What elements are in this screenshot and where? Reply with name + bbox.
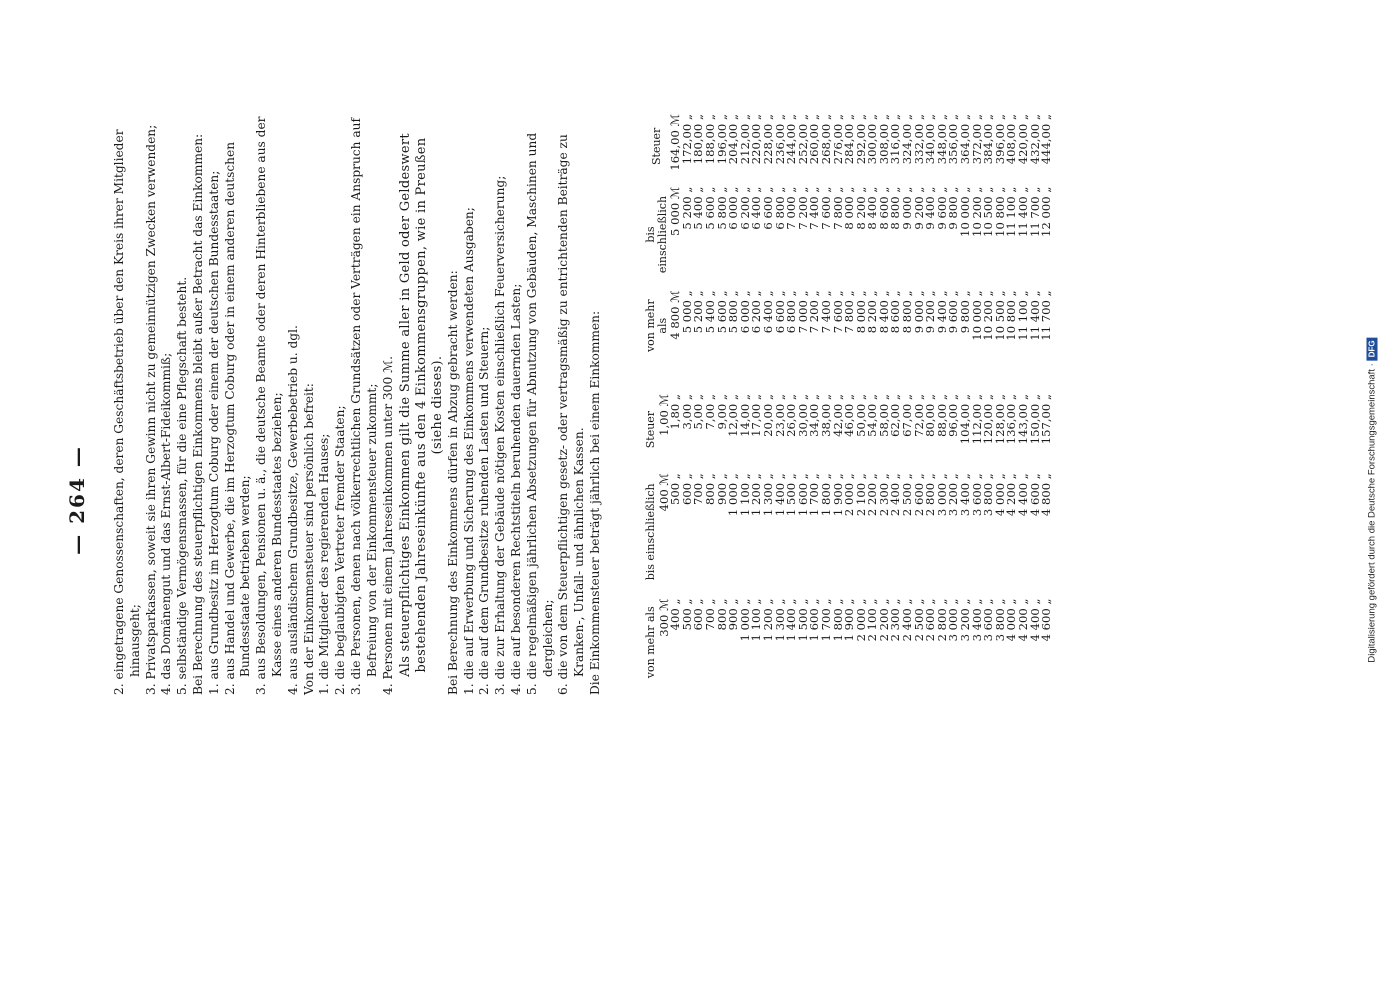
cell-from: 9 000 „ <box>911 290 926 334</box>
cell-to: 7 000 „ <box>784 186 799 230</box>
cell-to: 2 600 „ <box>911 473 926 517</box>
cell-tax: 23,00 „ <box>772 394 787 437</box>
paragraph: 3. Privatsparkassen, soweit sie ihren Gewinn nicht zu gemeinnützigen Zwecken verwenden; <box>143 124 158 695</box>
cell-tax: 420,00 „ <box>1016 114 1030 165</box>
tax-table-right <box>645 110 1053 365</box>
tax-tables <box>645 110 1053 690</box>
cell-tax: 284,00 „ <box>842 114 857 165</box>
cell-from: 2 000 „ <box>853 598 868 642</box>
paragraph: 5. die regelmäßigen jährlichen Absetzungen für Abnutzung von Gebäuden, Maschinen und dergleichen; <box>524 132 555 695</box>
cell-to: 2 100 „ <box>853 473 868 517</box>
cell-to: 2 400 „ <box>888 473 903 517</box>
cell-from: 9 200 „ <box>923 290 938 334</box>
cell-to: 11 700 „ <box>1027 186 1042 237</box>
cell-from: 2 100 „ <box>865 598 880 642</box>
cell-from: 5 000 „ <box>679 290 694 334</box>
cell-tax: 212,00 „ <box>737 114 752 165</box>
cell-from: 2 300 „ <box>888 598 903 642</box>
cell-from: 400 „ <box>668 598 683 631</box>
cell-to: 9 800 „ <box>946 186 961 230</box>
cell-from: 2 800 „ <box>934 598 949 642</box>
cell-from: 6 600 „ <box>772 290 787 334</box>
cell-tax: 252,00 „ <box>795 114 810 165</box>
cell-to: 6 200 „ <box>737 186 752 230</box>
cell-to: 1 200 „ <box>749 473 764 517</box>
cell-tax: 332,00 „ <box>911 114 926 165</box>
cell-from: 5 200 „ <box>691 290 706 334</box>
cell-tax: 340,00 „ <box>923 114 938 165</box>
cell-to: 10 800 „ <box>992 186 1007 237</box>
cell-from: 11 400 „ <box>1027 290 1042 341</box>
cell-tax: 408,00 „ <box>1004 114 1019 165</box>
cell-from: 9 600 „ <box>946 290 961 334</box>
cell-to: 8 600 „ <box>876 186 891 230</box>
cell-from: 3 600 „ <box>981 598 996 642</box>
cell-from: 1 700 „ <box>818 598 833 642</box>
cell-to: 2 300 „ <box>876 473 891 517</box>
cell-from: 5 800 „ <box>726 290 741 334</box>
cell-to: 6 000 „ <box>726 186 741 230</box>
cell-to: 10 500 „ <box>981 186 996 237</box>
cell-tax: 268,00 „ <box>818 114 833 165</box>
cell-to: 3 600 „ <box>969 473 984 517</box>
cell-tax: 324,00 „ <box>900 114 915 165</box>
cell-tax: 204,00 „ <box>726 114 741 165</box>
tax-table-left <box>645 390 1053 690</box>
cell-from: 9 400 „ <box>934 290 949 334</box>
cell-from: 900 „ <box>726 598 741 631</box>
cell-to: 11 100 „ <box>1004 186 1019 237</box>
cell-to: 2 500 „ <box>900 473 915 517</box>
cell-tax: 26,00 „ <box>784 394 799 437</box>
paragraph: 6. die von dem Steuerpflichtigen gesetz- oder vertragsmäßig zu entrichtenden Beiträge zu Kranken-, Unfall- und ähnlichen Kassen. <box>556 134 587 695</box>
cell-tax: 300,00 „ <box>865 114 880 165</box>
table-row <box>705 390 717 690</box>
cell-from: 6 000 „ <box>737 290 752 334</box>
paragraph: 1. die Mitglieder des regierenden Hauses; <box>317 433 332 695</box>
col-header-tax: Steuer <box>649 127 663 165</box>
cell-tax: 356,00 „ <box>946 114 961 165</box>
cell-to: 7 600 „ <box>818 186 833 230</box>
cell-to: 9 000 „ <box>900 186 915 230</box>
cell-from: 1 800 „ <box>830 598 845 642</box>
cell-to: 1 100 „ <box>737 473 752 517</box>
cell-tax: 112,00 „ <box>969 394 984 445</box>
cell-to: 1 600 „ <box>795 473 810 517</box>
cell-tax: 88,00 „ <box>934 394 949 437</box>
cell-to: 700 „ <box>691 473 706 506</box>
cell-tax: 96,00 „ <box>946 394 961 437</box>
table-row <box>659 390 671 690</box>
cell-from: 10 200 „ <box>981 290 996 341</box>
paragraph: 2. eingetragene Genossenschaften, deren Geschäftsbetrieb über den Kreis ihrer Mitglieder hinausgeht; <box>112 129 142 695</box>
cell-tax: 104,00 „ <box>958 394 973 445</box>
cell-from: 500 „ <box>679 598 694 631</box>
table-row <box>1041 390 1053 690</box>
cell-to: 1 500 „ <box>784 473 799 517</box>
cell-tax: 260,00 „ <box>807 114 822 165</box>
cell-tax: 276,00 „ <box>830 114 845 165</box>
cell-tax: 196,00 „ <box>714 114 729 165</box>
cell-to: 12 000 „ <box>1039 186 1054 237</box>
cell-tax: 34,00 „ <box>807 394 822 437</box>
cell-tax: 1,00 ℳ <box>656 394 671 436</box>
cell-to: 5 800 „ <box>714 186 729 230</box>
table-row <box>1041 110 1053 365</box>
cell-tax: 14,00 „ <box>737 394 752 437</box>
cell-from: 8 800 „ <box>900 290 915 334</box>
cell-to: 400 ℳ <box>656 473 671 512</box>
cell-from: 6 800 „ <box>784 290 799 334</box>
page-body-text <box>112 115 604 695</box>
paragraph: 2. die beglaubigten Vertreter fremder Staaten; <box>333 405 348 695</box>
cell-to: 10 000 „ <box>958 186 973 237</box>
paragraph: Als steuerpflichtiges Einkommen gilt die Summe aller in Geld oder Geldeswert bestehenden Jahreseinkünfte aus den 4 Einkommensgruppen, wie in Preußen (siehe dieses). <box>398 133 445 677</box>
cell-to: 9 600 „ <box>934 186 949 230</box>
cell-to: 9 400 „ <box>923 186 938 230</box>
cell-from: 2 500 „ <box>911 598 926 642</box>
cell-tax: 157,00 „ <box>1039 394 1054 445</box>
cell-tax: 5,00 „ <box>691 394 706 430</box>
cell-to: 5 200 „ <box>679 186 694 230</box>
cell-tax: 444,00 „ <box>1039 114 1054 165</box>
cell-to: 7 200 „ <box>795 186 810 230</box>
cell-from: 6 400 „ <box>760 290 775 334</box>
cell-to: 5 600 „ <box>702 186 717 230</box>
cell-tax: 50,00 „ <box>853 394 868 437</box>
paragraph: 2. die auf dem Grundbesitze ruhenden Lasten und Steuern; <box>477 326 492 695</box>
cell-from: 10 800 „ <box>1004 290 1019 341</box>
cell-tax: 3,00 „ <box>679 394 694 430</box>
cell-from: 600 „ <box>691 598 706 631</box>
cell-from: 2 200 „ <box>876 598 891 642</box>
cell-to: 2 000 „ <box>842 473 857 517</box>
cell-from: 800 „ <box>714 598 729 631</box>
cell-to: 1 900 „ <box>830 473 845 517</box>
cell-from: 300 ℳ <box>656 598 671 637</box>
cell-tax: 188,00 „ <box>702 114 717 165</box>
cell-tax: 236,00 „ <box>772 114 787 165</box>
cell-to: 11 400 „ <box>1016 186 1030 237</box>
cell-from: 8 600 „ <box>888 290 903 334</box>
cell-from: 3 000 „ <box>946 598 961 642</box>
paragraph: Bei Berechnung des Einkommens dürfen in Abzug gebracht werden: <box>445 270 460 695</box>
cell-from: 8 400 „ <box>876 290 891 334</box>
cell-from: 8 200 „ <box>865 290 880 334</box>
cell-from: 10 000 „ <box>969 290 984 341</box>
cell-tax: 30,00 „ <box>795 394 810 437</box>
cell-from: 1 200 „ <box>760 598 775 642</box>
cell-from: 7 400 „ <box>818 290 833 334</box>
cell-to: 3 000 „ <box>934 473 949 517</box>
col-header-to: bis einschließlich <box>644 483 657 581</box>
cell-tax: 67,00 „ <box>900 394 915 437</box>
cell-tax: 316,00 „ <box>888 114 903 165</box>
paragraph: 3. die zur Erhaltung der Gebäude nötigen Kosten einschließlich Feuerversicherung; <box>493 175 508 695</box>
cell-to: 1 300 „ <box>760 473 775 517</box>
cell-to: 7 800 „ <box>830 186 845 230</box>
cell-from: 3 200 „ <box>958 598 973 642</box>
cell-tax: 1,80 „ <box>668 394 683 430</box>
cell-from: 11 700 „ <box>1039 290 1054 341</box>
cell-to: 4 800 „ <box>1039 473 1054 517</box>
cell-tax: 164,00 ℳ <box>668 114 683 171</box>
cell-to: 8 400 „ <box>865 186 880 230</box>
cell-tax: 364,00 „ <box>958 114 973 165</box>
cell-tax: 20,00 „ <box>760 394 775 437</box>
paragraph: 4. aus ausländischem Grundbesitze, Gewerbebetrieb u. dgl. <box>285 325 300 695</box>
cell-tax: 372,00 „ <box>969 114 984 165</box>
cell-to: 4 000 „ <box>992 473 1007 517</box>
digitization-credit <box>1367 337 1378 662</box>
cell-to: 4 400 „ <box>1016 473 1030 517</box>
cell-from: 5 400 „ <box>702 290 717 334</box>
cell-from: 7 000 „ <box>795 290 810 334</box>
cell-to: 6 800 „ <box>772 186 787 230</box>
cell-to: 500 „ <box>668 473 683 506</box>
cell-from: 10 500 „ <box>992 290 1007 341</box>
paragraph: Die Einkommensteuer beträgt jährlich bei einem Einkommen: <box>587 310 602 695</box>
cell-from: 11 100 „ <box>1016 290 1030 341</box>
cell-from: 1 100 „ <box>749 598 764 642</box>
paragraph: 2. aus Handel und Gewerbe, die im Herzogtum Coburg oder in einem anderen deutschen Bundesstaate betrieben werden; <box>222 141 253 695</box>
cell-from: 7 800 „ <box>842 290 857 334</box>
col-header-to: bis einschließlich <box>644 195 669 274</box>
cell-tax: 180,00 „ <box>691 114 706 165</box>
cell-from: 7 600 „ <box>830 290 845 334</box>
cell-to: 800 „ <box>702 473 717 506</box>
cell-tax: 38,00 „ <box>818 394 833 437</box>
cell-to: 1 700 „ <box>807 473 822 517</box>
paragraph: 4. die auf besonderen Rechtstiteln beruhenden dauernden Lasten; <box>508 283 523 695</box>
cell-tax: 9,00 „ <box>714 394 729 430</box>
cell-from: 1 500 „ <box>795 598 810 642</box>
cell-tax: 220,00 „ <box>749 114 764 165</box>
paragraph: 5. selbständige Vermögensmassen, für die eine Pflegschaft besteht. <box>175 276 190 695</box>
cell-from: 4 000 „ <box>1004 598 1019 642</box>
cell-tax: 62,00 „ <box>888 394 903 437</box>
cell-from: 2 600 „ <box>923 598 938 642</box>
cell-to: 900 „ <box>714 473 729 506</box>
table-row <box>682 390 694 690</box>
cell-tax: 42,00 „ <box>830 394 845 437</box>
cell-to: 5 000 ℳ <box>668 186 683 236</box>
cell-to: 8 800 „ <box>888 186 903 230</box>
cell-from: 1 000 „ <box>737 598 752 642</box>
paragraph: Von der Einkommensteuer sind persönlich befreit: <box>301 383 316 695</box>
paragraph: 3. aus Besoldungen, Pensionen u. ä., die deutsche Beamte oder deren Hinterbliebene aus der Kasse eines anderen Bundesstaates beziehen; <box>254 116 284 695</box>
cell-tax: 432,00 „ <box>1027 114 1042 165</box>
paragraph: Bei Berechnung des steuerpflichtigen Einkommens bleibt außer Betracht das Einkommen: <box>190 133 205 695</box>
cell-to: 9 200 „ <box>911 186 926 230</box>
cell-tax: 348,00 „ <box>934 114 949 165</box>
cell-tax: 396,00 „ <box>992 114 1007 165</box>
cell-to: 2 200 „ <box>865 473 880 517</box>
cell-tax: 17,00 „ <box>749 394 764 437</box>
cell-to: 1 400 „ <box>772 473 787 517</box>
cell-tax: 136,00 „ <box>1004 394 1019 445</box>
cell-tax: 54,00 „ <box>865 394 880 437</box>
cell-tax: 384,00 „ <box>981 114 996 165</box>
cell-tax: 292,00 „ <box>853 114 868 165</box>
col-header-tax: Steuer <box>644 410 657 449</box>
cell-tax: 80,00 „ <box>923 394 938 437</box>
cell-to: 10 200 „ <box>969 186 984 237</box>
table-row <box>670 390 682 690</box>
cell-tax: 172,00 „ <box>679 114 694 165</box>
cell-tax: 12,00 „ <box>726 394 741 437</box>
cell-to: 3 200 „ <box>946 473 961 517</box>
cell-tax: 58,00 „ <box>876 394 891 437</box>
cell-tax: 120,00 „ <box>981 394 996 445</box>
cell-tax: 150,00 „ <box>1027 394 1042 445</box>
paragraph: 1. die auf Erwerbung und Sicherung des Einkommens verwendeten Ausgaben; <box>461 207 476 695</box>
col-header-from: von mehr als <box>644 606 657 679</box>
dfg-logo: DFG <box>1367 337 1378 360</box>
cell-tax: 143,00 „ <box>1016 394 1030 445</box>
page-number: — 264 — <box>65 445 89 555</box>
cell-tax: 244,00 „ <box>784 114 799 165</box>
cell-tax: 72,00 „ <box>911 394 926 437</box>
table-row <box>693 390 705 690</box>
cell-from: 1 900 „ <box>842 598 857 642</box>
cell-to: 8 200 „ <box>853 186 868 230</box>
cell-tax: 308,00 „ <box>876 114 891 165</box>
cell-to: 6 400 „ <box>749 186 764 230</box>
cell-from: 6 200 „ <box>749 290 764 334</box>
cell-to: 3 400 „ <box>958 473 973 517</box>
cell-from: 1 300 „ <box>772 598 787 642</box>
col-header-from: von mehr als <box>644 299 669 353</box>
cell-from: 4 200 „ <box>1016 598 1030 642</box>
cell-tax: 228,00 „ <box>760 114 775 165</box>
cell-to: 4 600 „ <box>1027 473 1042 517</box>
cell-from: 9 800 „ <box>958 290 973 334</box>
paragraph: 3. die Personen, denen nach völkerrechtlichen Grundsätzen oder Verträgen ein Anspruch auf Befreiung von der Einkommensteuer zukommt; <box>348 118 379 695</box>
cell-from: 3 800 „ <box>992 598 1007 642</box>
cell-from: 4 600 „ <box>1039 598 1054 642</box>
cell-to: 8 000 „ <box>842 186 857 230</box>
cell-from: 3 400 „ <box>969 598 984 642</box>
cell-from: 7 200 „ <box>807 290 822 334</box>
cell-from: 5 600 „ <box>714 290 729 334</box>
cell-to: 2 800 „ <box>923 473 938 517</box>
cell-to: 600 „ <box>679 473 694 506</box>
paragraph: 1. aus Grundbesitz im Herzogtum Coburg oder einem der deutschen Bundesstaaten; <box>206 170 221 695</box>
credit-text: Digitalisierung gefördert durch die Deutsche Forschungsgemeinschaft · <box>1366 363 1378 663</box>
cell-to: 5 400 „ <box>691 186 706 230</box>
cell-from: 2 400 „ <box>900 598 915 642</box>
cell-to: 3 800 „ <box>981 473 996 517</box>
cell-from: 1 600 „ <box>807 598 822 642</box>
cell-to: 6 600 „ <box>760 186 775 230</box>
cell-from: 4 800 ℳ <box>668 290 683 340</box>
cell-to: 1 800 „ <box>818 473 833 517</box>
cell-tax: 7,00 „ <box>702 394 717 430</box>
paragraph: 4. Personen mit einem Jahreseinkommen unter 300 ℳ. <box>380 356 395 695</box>
cell-from: 4 400 „ <box>1027 598 1042 642</box>
paragraph: 4. das Domänengut und das Ernst-Albert-Fideikommiß; <box>159 352 174 695</box>
cell-from: 8 000 „ <box>853 290 868 334</box>
cell-to: 1 000 „ <box>726 473 741 517</box>
cell-to: 7 400 „ <box>807 186 822 230</box>
cell-from: 1 400 „ <box>784 598 799 642</box>
cell-tax: 128,00 „ <box>992 394 1007 445</box>
cell-tax: 46,00 „ <box>842 394 857 437</box>
cell-to: 4 200 „ <box>1004 473 1019 517</box>
cell-from: 700 „ <box>702 598 717 631</box>
